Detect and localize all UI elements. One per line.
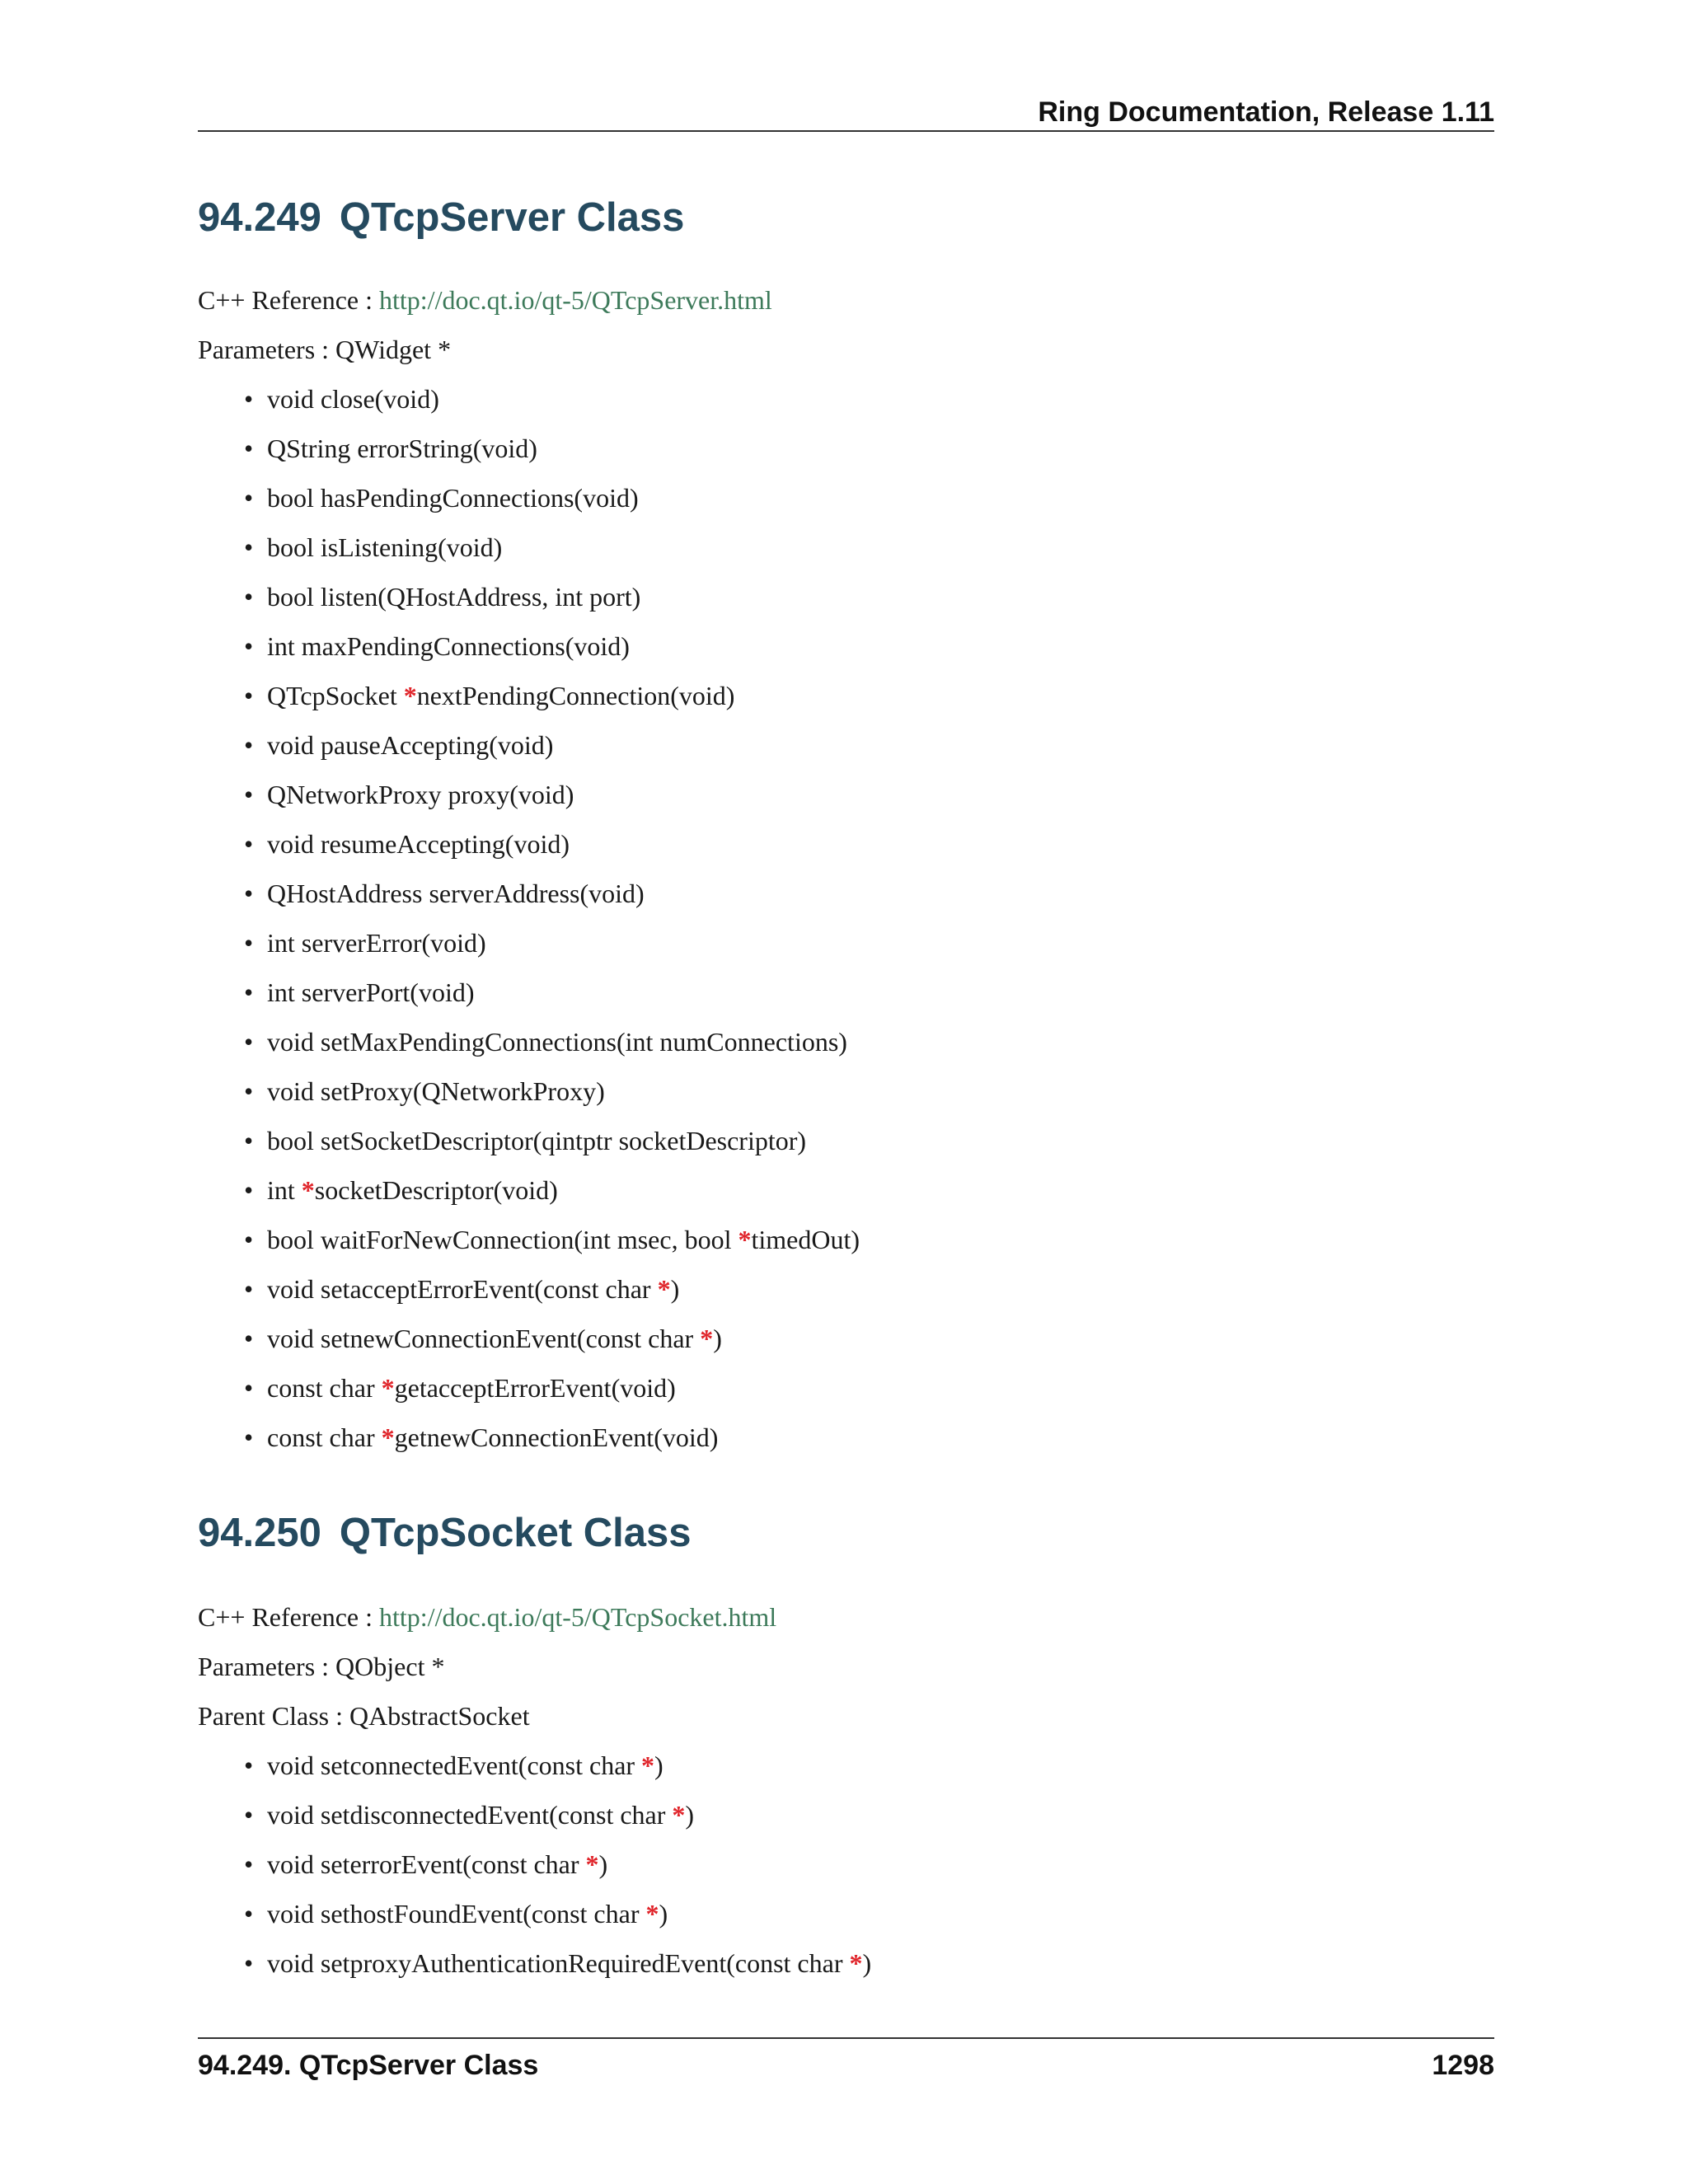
method-item [244, 1320, 860, 1370]
parent-class-line: Parent Class : QAbstractSocket [198, 1701, 530, 1731]
method-signature-part: void setProxy(QNetworkProxy) [267, 1076, 605, 1106]
method-signature-part: QNetworkProxy proxy(void) [267, 780, 574, 809]
method-signature-part: int serverPort(void) [267, 977, 475, 1007]
method-signature-part: ) [670, 1274, 680, 1304]
method-item [244, 1370, 860, 1419]
method-list-qtcpserver [244, 381, 860, 1469]
method-signature-part: bool setSocketDescriptor(qintptr socketDescriptor) [267, 1126, 807, 1155]
method-signature-part: getnewConnectionEvent(void) [394, 1422, 719, 1452]
method-item [244, 1271, 860, 1320]
method-item [244, 925, 860, 974]
pointer-star: * [301, 1175, 315, 1205]
parameters-line: Parameters : QObject * [198, 1652, 445, 1681]
method-item [244, 1024, 860, 1073]
cpp-reference-link[interactable]: http://doc.qt.io/qt-5/QTcpServer.html [379, 285, 772, 315]
bullet-icon: • [244, 1800, 254, 1830]
pointer-star: * [403, 681, 417, 710]
method-item [244, 1122, 860, 1172]
bullet-icon: • [244, 1422, 254, 1452]
method-signature-part: void close(void) [267, 384, 439, 414]
page-number: 1298 [1432, 2050, 1494, 2081]
method-signature-part: int serverError(void) [267, 928, 486, 958]
method-signature-part: void setnewConnectionEvent(const char [267, 1324, 701, 1353]
bullet-icon: • [244, 730, 254, 760]
parameters-line: Parameters : QWidget * [198, 335, 452, 364]
method-signature-part: bool isListening(void) [267, 532, 503, 562]
bullet-icon: • [244, 483, 254, 513]
pointer-star: * [641, 1750, 655, 1780]
pointer-star: * [700, 1324, 714, 1353]
pointer-star: * [645, 1899, 659, 1929]
method-item [244, 1797, 871, 1846]
section-title-text: QTcpSocket Class [339, 1511, 692, 1555]
bullet-icon: • [244, 1899, 254, 1929]
method-item [244, 677, 860, 727]
bullet-icon: • [244, 582, 254, 612]
bullet-icon: • [244, 1324, 254, 1353]
method-item [244, 480, 860, 529]
method-item [244, 1073, 860, 1122]
method-signature-part: bool waitForNewConnection(int msec, bool [267, 1225, 738, 1254]
method-item [244, 875, 860, 925]
bullet-icon: • [244, 780, 254, 809]
bullet-icon: • [244, 1948, 254, 1978]
bullet-icon: • [244, 1225, 254, 1254]
method-item [244, 1747, 871, 1797]
method-item [244, 826, 860, 875]
bullet-icon: • [244, 1076, 254, 1106]
method-item [244, 727, 860, 776]
method-item [244, 1896, 871, 1945]
method-signature-part: bool hasPendingConnections(void) [267, 483, 639, 513]
method-signature-part: void setacceptErrorEvent(const char [267, 1274, 658, 1304]
section-title-text: QTcpServer Class [339, 195, 685, 240]
cpp-reference-line [198, 1599, 776, 1635]
pointer-star: * [381, 1422, 395, 1452]
pointer-star: * [672, 1800, 686, 1830]
method-item [244, 1945, 871, 1994]
method-item [244, 1172, 860, 1221]
method-signature-part: QString errorString(void) [267, 434, 537, 463]
method-signature-part: void seterrorEvent(const char [267, 1849, 586, 1879]
cpp-reference-label: C++ Reference : [198, 1602, 379, 1632]
method-item [244, 628, 860, 677]
pointer-star: * [738, 1225, 752, 1254]
bullet-icon: • [244, 1274, 254, 1304]
bullet-icon: • [244, 928, 254, 958]
method-signature-part: void setdisconnectedEvent(const char [267, 1800, 673, 1830]
method-item [244, 1846, 871, 1896]
footer-section: 94.249. QTcpServer Class [198, 2050, 539, 2081]
cpp-reference-label: C++ Reference : [198, 285, 379, 315]
pointer-star: * [585, 1849, 599, 1879]
method-signature-part: ) [598, 1849, 608, 1879]
method-item [244, 529, 860, 579]
method-signature-part: bool listen(QHostAddress, int port) [267, 582, 641, 612]
method-signature-part: getacceptErrorEvent(void) [394, 1373, 676, 1403]
method-signature-part: nextPendingConnection(void) [416, 681, 735, 710]
method-signature-part: int [267, 1175, 302, 1205]
pointer-star: * [849, 1948, 863, 1978]
method-signature-part: void sethostFoundEvent(const char [267, 1899, 646, 1929]
bullet-icon: • [244, 977, 254, 1007]
bullet-icon: • [244, 1027, 254, 1057]
method-signature-part: QHostAddress serverAddress(void) [267, 879, 645, 908]
method-signature-part: ) [654, 1750, 663, 1780]
method-signature-part: const char [267, 1373, 382, 1403]
method-signature-part: void pauseAccepting(void) [267, 730, 554, 760]
section-number: 94.249 [198, 195, 321, 240]
running-header: Ring Documentation, Release 1.11 [198, 92, 1494, 132]
bullet-icon: • [244, 1126, 254, 1155]
method-signature-part: timedOut) [751, 1225, 860, 1254]
bullet-icon: • [244, 532, 254, 562]
method-signature-part: QTcpSocket [267, 681, 404, 710]
method-signature-part: void setconnectedEvent(const char [267, 1750, 642, 1780]
method-signature-part: ) [713, 1324, 722, 1353]
method-list-qtcpsocket [244, 1747, 871, 1994]
bullet-icon: • [244, 829, 254, 859]
method-signature-part: void resumeAccepting(void) [267, 829, 570, 859]
section-title-qtcpserver [198, 193, 684, 242]
cpp-reference-line [198, 282, 772, 318]
bullet-icon: • [244, 1373, 254, 1403]
bullet-icon: • [244, 1175, 254, 1205]
method-item [244, 579, 860, 628]
bullet-icon: • [244, 1750, 254, 1780]
method-signature-part: ) [659, 1899, 668, 1929]
bullet-icon: • [244, 631, 254, 661]
method-item [244, 776, 860, 826]
method-item [244, 974, 860, 1024]
method-signature-part: void setproxyAuthenticationRequiredEvent(const char [267, 1948, 850, 1978]
cpp-reference-link[interactable]: http://doc.qt.io/qt-5/QTcpSocket.html [379, 1602, 777, 1632]
method-signature-part: socketDescriptor(void) [314, 1175, 558, 1205]
bullet-icon: • [244, 681, 254, 710]
section-title-qtcpsocket [198, 1508, 692, 1558]
method-item [244, 381, 860, 430]
method-signature-part: ) [685, 1800, 695, 1830]
method-signature-part: const char [267, 1422, 382, 1452]
page-footer [198, 2037, 1494, 2085]
method-signature-part: ) [862, 1948, 872, 1978]
pointer-star: * [657, 1274, 671, 1304]
method-item [244, 430, 860, 480]
pointer-star: * [381, 1373, 395, 1403]
bullet-icon: • [244, 434, 254, 463]
section-number: 94.250 [198, 1511, 321, 1555]
bullet-icon: • [244, 879, 254, 908]
bullet-icon: • [244, 1849, 254, 1879]
method-signature-part: void setMaxPendingConnections(int numConnections) [267, 1027, 847, 1057]
method-item [244, 1419, 860, 1469]
bullet-icon: • [244, 384, 254, 414]
method-signature-part: int maxPendingConnections(void) [267, 631, 630, 661]
method-item [244, 1221, 860, 1271]
